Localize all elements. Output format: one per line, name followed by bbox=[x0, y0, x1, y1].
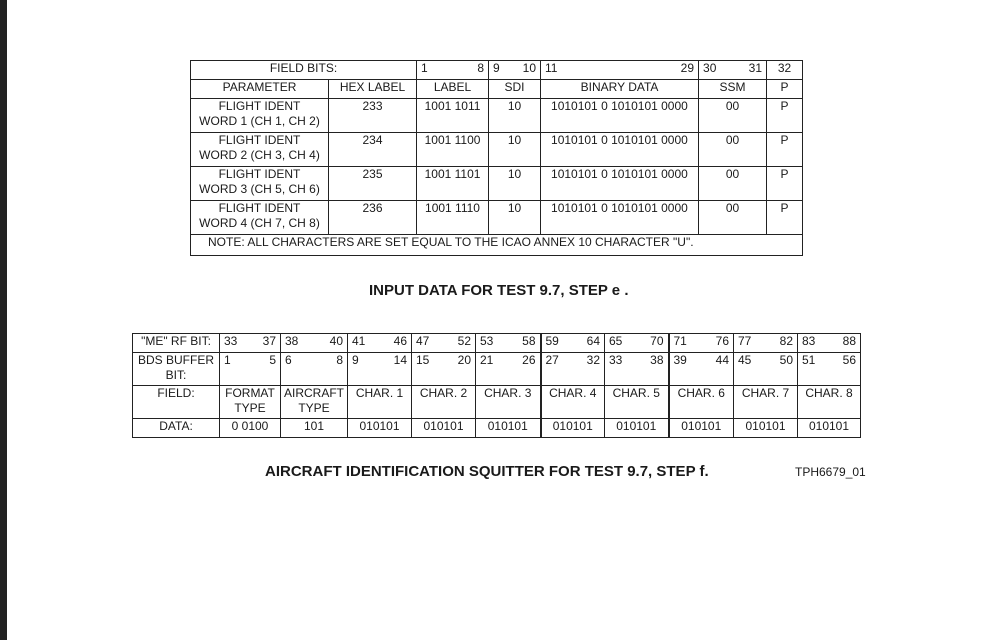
table-row bbox=[191, 201, 803, 235]
rf-bit-row bbox=[133, 334, 861, 353]
field-cell: CHAR. 5 bbox=[605, 386, 669, 419]
hex-cell: 236 bbox=[329, 201, 417, 235]
data-cell: 010101 bbox=[798, 419, 861, 438]
header-p: P bbox=[767, 80, 803, 99]
bds-bit-cell: 1 5 bbox=[220, 353, 281, 386]
table-note: NOTE: ALL CHARACTERS ARE SET EQUAL TO THE ICAO ANNEX 10 CHARACTER "U". bbox=[191, 235, 803, 256]
header-binary-data: BINARY DATA bbox=[541, 80, 699, 99]
p-cell: P bbox=[767, 133, 803, 167]
binary-cell: 1010101 0 1010101 0000 bbox=[541, 167, 699, 201]
header-label: LABEL bbox=[417, 80, 489, 99]
field-cell: CHAR. 8 bbox=[798, 386, 861, 419]
row-label-bds: BDS BUFFER BIT: bbox=[133, 353, 220, 386]
parameter-cell: FLIGHT IDENT WORD 1 (CH 1, CH 2) bbox=[191, 99, 329, 133]
bds-bit-cell: 27 32 bbox=[541, 353, 605, 386]
field-bits-cell: 30 31 bbox=[699, 61, 767, 80]
bds-bit-cell: 21 26 bbox=[476, 353, 541, 386]
field-cell: CHAR. 6 bbox=[669, 386, 734, 419]
data-cell: 010101 bbox=[669, 419, 734, 438]
field-bits-cell: 32 bbox=[767, 61, 803, 80]
bds-bit-row bbox=[133, 353, 861, 386]
squitter-table bbox=[132, 333, 861, 438]
parameter-cell: FLIGHT IDENT WORD 3 (CH 5, CH 6) bbox=[191, 167, 329, 201]
rf-bit-cell: 38 40 bbox=[281, 334, 348, 353]
data-cell: 010101 bbox=[541, 419, 605, 438]
rf-bit-cell: 65 70 bbox=[605, 334, 669, 353]
table-row bbox=[191, 99, 803, 133]
bds-bit-cell: 6 8 bbox=[281, 353, 348, 386]
left-edge-bar bbox=[0, 0, 7, 640]
field-cell: CHAR. 2 bbox=[412, 386, 476, 419]
field-cell: CHAR. 1 bbox=[348, 386, 412, 419]
field-bits-row bbox=[191, 61, 803, 80]
bds-bit-cell: 15 20 bbox=[412, 353, 476, 386]
ssm-cell: 00 bbox=[699, 133, 767, 167]
rf-bit-cell: 47 52 bbox=[412, 334, 476, 353]
input-table-caption: INPUT DATA FOR TEST 9.7, STEP e . bbox=[369, 282, 629, 299]
ssm-cell: 00 bbox=[699, 201, 767, 235]
header-hex-label: HEX LABEL bbox=[329, 80, 417, 99]
header-parameter: PARAMETER bbox=[191, 80, 329, 99]
data-cell: 010101 bbox=[476, 419, 541, 438]
data-cell: 010101 bbox=[412, 419, 476, 438]
binary-cell: 1010101 0 1010101 0000 bbox=[541, 133, 699, 167]
ssm-cell: 00 bbox=[699, 99, 767, 133]
hex-cell: 233 bbox=[329, 99, 417, 133]
p-cell: P bbox=[767, 167, 803, 201]
field-cell: FORMAT TYPE bbox=[220, 386, 281, 419]
field-row bbox=[133, 386, 861, 419]
header-row bbox=[191, 80, 803, 99]
note-row bbox=[191, 235, 803, 256]
field-cell: CHAR. 4 bbox=[541, 386, 605, 419]
field-bits-label: FIELD BITS: bbox=[191, 61, 417, 80]
row-label-field: FIELD: bbox=[133, 386, 220, 419]
bds-bit-cell: 51 56 bbox=[798, 353, 861, 386]
parameter-cell: FLIGHT IDENT WORD 2 (CH 3, CH 4) bbox=[191, 133, 329, 167]
hex-cell: 234 bbox=[329, 133, 417, 167]
sdi-cell: 10 bbox=[489, 133, 541, 167]
rf-bit-cell: 83 88 bbox=[798, 334, 861, 353]
header-ssm: SSM bbox=[699, 80, 767, 99]
bds-bit-cell: 33 38 bbox=[605, 353, 669, 386]
rf-bit-cell: 77 82 bbox=[734, 334, 798, 353]
rf-bit-cell: 71 76 bbox=[669, 334, 734, 353]
sdi-cell: 10 bbox=[489, 167, 541, 201]
ssm-cell: 00 bbox=[699, 167, 767, 201]
table-row bbox=[191, 133, 803, 167]
p-cell: P bbox=[767, 201, 803, 235]
row-label-data: DATA: bbox=[133, 419, 220, 438]
rf-bit-cell: 59 64 bbox=[541, 334, 605, 353]
squitter-table-caption: AIRCRAFT IDENTIFICATION SQUITTER FOR TEST 9.7, STEP f. bbox=[265, 463, 709, 480]
binary-cell: 1010101 0 1010101 0000 bbox=[541, 201, 699, 235]
data-row bbox=[133, 419, 861, 438]
bds-bit-cell: 45 50 bbox=[734, 353, 798, 386]
label-cell: 1001 1110 bbox=[417, 201, 489, 235]
label-cell: 1001 1101 bbox=[417, 167, 489, 201]
rf-bit-cell: 41 46 bbox=[348, 334, 412, 353]
row-label-rf-bit: "ME" RF BIT: bbox=[133, 334, 220, 353]
rf-bit-cell: 53 58 bbox=[476, 334, 541, 353]
parameter-cell: FLIGHT IDENT WORD 4 (CH 7, CH 8) bbox=[191, 201, 329, 235]
data-cell: 010101 bbox=[734, 419, 798, 438]
label-cell: 1001 1011 bbox=[417, 99, 489, 133]
field-cell: CHAR. 7 bbox=[734, 386, 798, 419]
sdi-cell: 10 bbox=[489, 99, 541, 133]
label-cell: 1001 1100 bbox=[417, 133, 489, 167]
bds-bit-cell: 39 44 bbox=[669, 353, 734, 386]
data-cell: 010101 bbox=[348, 419, 412, 438]
bds-bit-cell: 9 14 bbox=[348, 353, 412, 386]
field-bits-cell: 11 29 bbox=[541, 61, 699, 80]
p-cell: P bbox=[767, 99, 803, 133]
figure-reference: TPH6679_01 bbox=[795, 465, 866, 479]
field-cell: AIRCRAFT TYPE bbox=[281, 386, 348, 419]
table-row bbox=[191, 167, 803, 201]
rf-bit-cell: 33 37 bbox=[220, 334, 281, 353]
field-bits-cell: 1 8 bbox=[417, 61, 489, 80]
data-cell: 101 bbox=[281, 419, 348, 438]
input-data-table bbox=[190, 60, 803, 256]
field-cell: CHAR. 3 bbox=[476, 386, 541, 419]
hex-cell: 235 bbox=[329, 167, 417, 201]
data-cell: 0 0100 bbox=[220, 419, 281, 438]
sdi-cell: 10 bbox=[489, 201, 541, 235]
field-bits-cell: 9 10 bbox=[489, 61, 541, 80]
header-sdi: SDI bbox=[489, 80, 541, 99]
binary-cell: 1010101 0 1010101 0000 bbox=[541, 99, 699, 133]
data-cell: 010101 bbox=[605, 419, 669, 438]
